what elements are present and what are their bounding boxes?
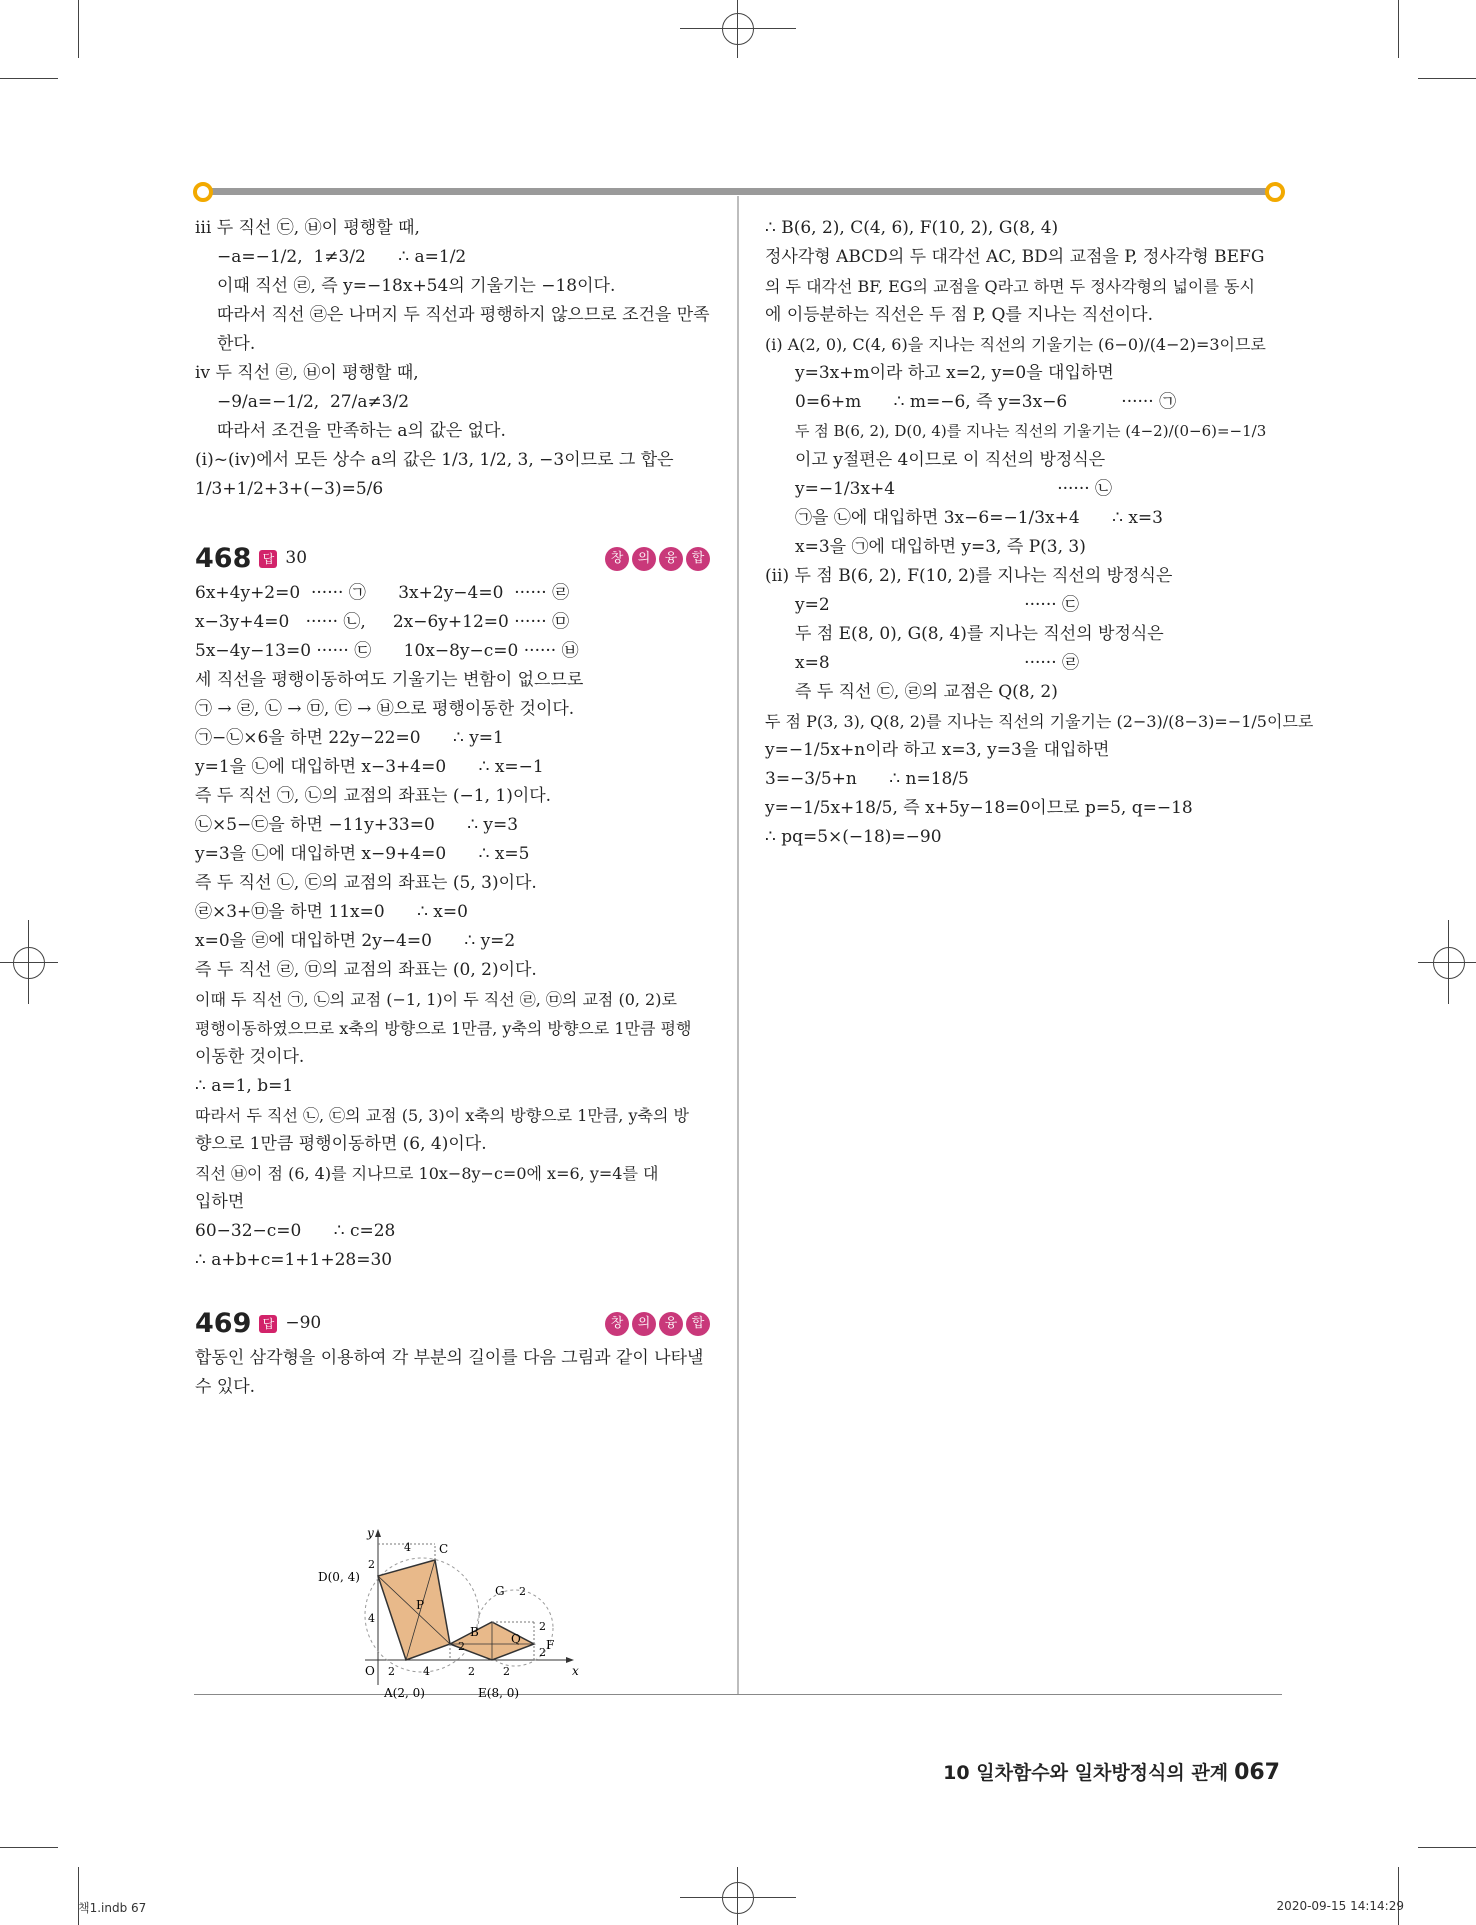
label-o: O	[365, 1664, 375, 1678]
length-label: 2	[468, 1665, 475, 1678]
text-line: ㉠을 ㉡에 대입하면 3x−6=−1/3x+4 ∴ x=3	[795, 508, 1163, 528]
text-line: 따라서 조건을 만족하는 a의 값은 없다.	[217, 421, 506, 441]
text-line: 입하면	[195, 1192, 245, 1212]
text-line: y=3을 ㉡에 대입하면 x−9+4=0 ∴ x=5	[195, 844, 530, 864]
text-line: ∴ B(6, 2), C(4, 6), F(10, 2), G(8, 4)	[765, 218, 1059, 238]
page-number: 067	[1234, 1760, 1280, 1785]
right-column	[765, 214, 1314, 852]
crop-mark	[78, 0, 79, 58]
text-line: 따라서 두 직선 ㉡, ㉢의 교점 (5, 3)이 x축의 방향으로 1만큼, y축의 방	[195, 1106, 689, 1125]
label-q: Q	[511, 1632, 521, 1646]
registration-mark	[680, 1897, 796, 1898]
crop-mark	[1398, 0, 1399, 58]
badge: 의	[632, 547, 656, 571]
label-x: x	[572, 1664, 579, 1678]
top-rule	[200, 188, 1274, 195]
length-label: 4	[404, 1541, 411, 1554]
label-f: F	[546, 1638, 555, 1652]
text-line: x=3을 ㉠에 대입하면 y=3, 즉 P(3, 3)	[795, 537, 1086, 557]
crop-mark	[1418, 78, 1476, 79]
text-line: 이때 직선 ㉣, 즉 y=−18x+54의 기울기는 −18이다.	[217, 276, 616, 296]
text-line: 두 점 E(8, 0), G(8, 4)를 지나는 직선의 방정식은	[795, 624, 1164, 644]
registration-mark	[737, 1867, 738, 1925]
length-label: 2	[519, 1585, 526, 1598]
print-slug-file: 책1.indb 67	[78, 1901, 147, 1915]
text-line: (ⅰ) A(2, 0), C(4, 6)을 지나는 직선의 기울기는 (6−0)/(4−2)=3이므로	[765, 335, 1266, 354]
text-line: −a=−1/2, 1≠3/2 ∴ a=1/2	[217, 247, 467, 267]
registration-mark	[737, 0, 738, 58]
text-line: 두 점 B(6, 2), D(0, 4)를 지나는 직선의 기울기는 (4−2)/(0−6)=−1/3	[795, 422, 1267, 440]
text-line: −9/a=−1/2, 27/a≠3/2	[217, 392, 410, 412]
text-line: ㉠ → ㉣, ㉡ → ㉤, ㉢ → ㉥으로 평행이동한 것이다.	[195, 699, 575, 719]
text-line: ∴ a+b+c=1+1+28=30	[195, 1250, 393, 1270]
text-line: 즉 두 직선 ㉢, ㉣의 교점은 Q(8, 2)	[795, 682, 1058, 702]
length-label: 4	[423, 1665, 430, 1678]
text-line: 즉 두 직선 ㉣, ㉤의 교점의 좌표는 (0, 2)이다.	[195, 960, 537, 980]
text-line: 수 있다.	[195, 1377, 256, 1397]
text-line: y=−1/5x+18/5, 즉 x+5y−18=0이므로 p=5, q=−18	[765, 798, 1193, 818]
text-line: 이고 y절편은 4이므로 이 직선의 방정식은	[795, 450, 1106, 470]
problem-header-468	[195, 544, 710, 573]
registration-mark	[0, 962, 58, 963]
text-line: 세 직선을 평행이동하여도 기울기는 변함이 없으므로	[195, 670, 584, 690]
badge: 융	[659, 547, 683, 571]
text-line: ∴ pq=5×(−18)=−90	[765, 827, 942, 847]
text-line: 한다.	[217, 334, 256, 354]
registration-mark	[1418, 962, 1476, 963]
text-line: y=2 ······ ㉢	[795, 595, 1080, 615]
text-line: x=8 ······ ㉣	[795, 653, 1080, 673]
badge: 융	[659, 1312, 683, 1336]
crop-mark	[78, 1867, 79, 1925]
equation-system: x−3y+4=0 ······ ㉡, 2x−6y+12=0 ······ ㉤	[195, 612, 570, 632]
text-line: 이때 두 직선 ㉠, ㉡의 교점 (−1, 1)이 두 직선 ㉣, ㉤의 교점 (0, 2)로	[195, 990, 677, 1009]
problem-number: 469	[195, 1308, 252, 1339]
badge: 의	[632, 1312, 656, 1336]
text-line: 정사각형 ABCD의 두 대각선 AC, BD의 교점을 P, 정사각형 BEFG	[765, 247, 1265, 267]
answer-value: 30	[285, 548, 308, 568]
label-b: B	[470, 1625, 479, 1639]
text-line: ⅲ 두 직선 ㉢, ㉥이 평행할 때,	[195, 218, 420, 238]
label-c: C	[439, 1542, 449, 1556]
text-line: 0=6+m ∴ m=−6, 즉 y=3x−6 ······ ㉠	[795, 392, 1177, 412]
text-line: 따라서 직선 ㉣은 나머지 두 직선과 평행하지 않으므로 조건을 만족	[217, 305, 710, 325]
text-line: y=−1/5x+n이라 하고 x=3, y=3을 대입하면	[765, 740, 1110, 760]
badge: 합	[686, 547, 710, 571]
text-line: y=1을 ㉡에 대입하면 x−3+4=0 ∴ x=−1	[195, 757, 544, 777]
answer-value: −90	[285, 1313, 322, 1333]
label-e: E(8, 0)	[478, 1686, 520, 1700]
text-line: 이동한 것이다.	[195, 1047, 305, 1067]
text-line: ㉣×3+㉤을 하면 11x=0 ∴ x=0	[195, 902, 468, 922]
text-line: 합동인 삼각형을 이용하여 각 부분의 길이를 다음 그림과 같이 나타낼	[195, 1348, 704, 1368]
registration-mark	[13, 947, 45, 979]
text-line: x=0을 ㉣에 대입하면 2y−4=0 ∴ y=2	[195, 931, 516, 951]
crop-mark	[0, 1847, 58, 1848]
text-line: 두 점 P(3, 3), Q(8, 2)를 지나는 직선의 기울기는 (2−3)/(8−3)=−1/5이므로	[765, 712, 1314, 731]
crop-mark	[0, 78, 58, 79]
label-a: A(2, 0)	[384, 1686, 425, 1700]
text-line: y=3x+m이라 하고 x=2, y=0을 대입하면	[795, 363, 1114, 383]
column-divider	[737, 196, 739, 1694]
text-line: ⅳ 두 직선 ㉣, ㉥이 평행할 때,	[195, 363, 419, 383]
registration-mark	[722, 13, 754, 45]
length-label: 2	[503, 1665, 510, 1678]
problem-number: 468	[195, 543, 252, 574]
text-line: 의 두 대각선 BF, EG의 교점을 Q라고 하면 두 정사각형의 넓이를 동시	[765, 277, 1255, 296]
text-line: ㉠−㉡×6을 하면 22y−22=0 ∴ y=1	[195, 728, 504, 748]
registration-mark	[28, 920, 29, 1004]
rule-end-dot	[1265, 182, 1285, 202]
badge: 창	[605, 547, 629, 571]
text-line: y=−1/3x+4 ······ ㉡	[795, 479, 1113, 499]
text-line: 즉 두 직선 ㉡, ㉢의 교점의 좌표는 (5, 3)이다.	[195, 873, 537, 893]
label-y: y	[367, 1526, 374, 1540]
x-axis-arrow	[566, 1657, 574, 1663]
length-label: 2	[458, 1640, 465, 1653]
y-axis-arrow	[375, 1529, 381, 1537]
label-p: P	[416, 1598, 425, 1612]
length-label: 2	[539, 1646, 546, 1659]
equation-system: 6x+4y+2=0 ······ ㉠ 3x+2y−4=0 ······ ㉣	[195, 583, 570, 603]
text-line: 직선 ㉥이 점 (6, 4)를 지나므로 10x−8y−c=0에 x=6, y=4를 대	[195, 1164, 659, 1183]
print-slug-datetime: 2020-09-15 14:14:29	[1276, 1899, 1404, 1913]
text-line: 향으로 1만큼 평행이동하면 (6, 4)이다.	[195, 1134, 487, 1154]
text-line: 60−32−c=0 ∴ c=28	[195, 1221, 396, 1241]
text-line: 에 이등분하는 직선은 두 점 P, Q를 지나는 직선이다.	[765, 305, 1153, 325]
length-label: 4	[368, 1612, 375, 1625]
length-label: 2	[539, 1620, 546, 1633]
badge: 합	[686, 1312, 710, 1336]
text-line: ∴ a=1, b=1	[195, 1076, 294, 1096]
page-footer	[943, 1758, 1280, 1785]
registration-mark	[1433, 947, 1465, 979]
text-line: 즉 두 직선 ㉠, ㉡의 교점의 좌표는 (−1, 1)이다.	[195, 786, 552, 806]
badge: 창	[605, 1312, 629, 1336]
registration-mark	[722, 1882, 754, 1914]
left-column	[195, 214, 710, 1402]
registration-mark	[680, 28, 796, 29]
label-d: D(0, 4)	[318, 1570, 360, 1584]
text-line: 평행이동하였으므로 x축의 방향으로 1만큼, y축의 방향으로 1만큼 평행	[195, 1019, 692, 1038]
length-label: 2	[388, 1665, 395, 1678]
equation-system: 5x−4y−13=0 ······ ㉢ 10x−8y−c=0 ······ ㉥	[195, 641, 579, 661]
text-line: ㉡×5−㉢을 하면 −11y+33=0 ∴ y=3	[195, 815, 519, 835]
chapter-title: 10 일차함수와 일차방정식의 관계	[943, 1762, 1229, 1784]
length-label: 2	[368, 1558, 375, 1571]
category-badges	[605, 1312, 710, 1336]
answer-tag: 답	[259, 1315, 277, 1333]
crop-mark	[1418, 1847, 1476, 1848]
text-line: 3=−3/5+n ∴ n=18/5	[765, 769, 969, 789]
text-line: (ⅱ) 두 점 B(6, 2), F(10, 2)를 지나는 직선의 방정식은	[765, 566, 1173, 586]
category-badges	[605, 547, 710, 571]
label-g: G	[495, 1584, 505, 1598]
problem-header-469	[195, 1309, 710, 1338]
text-line: 1/3+1/2+3+(−3)=5/6	[195, 479, 384, 499]
registration-mark	[1448, 920, 1449, 1004]
coordinate-figure	[310, 1525, 595, 1705]
answer-tag: 답	[259, 550, 277, 568]
rule-end-dot	[193, 182, 213, 202]
crop-mark	[1398, 1867, 1399, 1925]
text-line: (ⅰ)~(ⅳ)에서 모든 상수 a의 값은 1/3, 1/2, 3, −3이므로 그 합은	[195, 450, 674, 470]
